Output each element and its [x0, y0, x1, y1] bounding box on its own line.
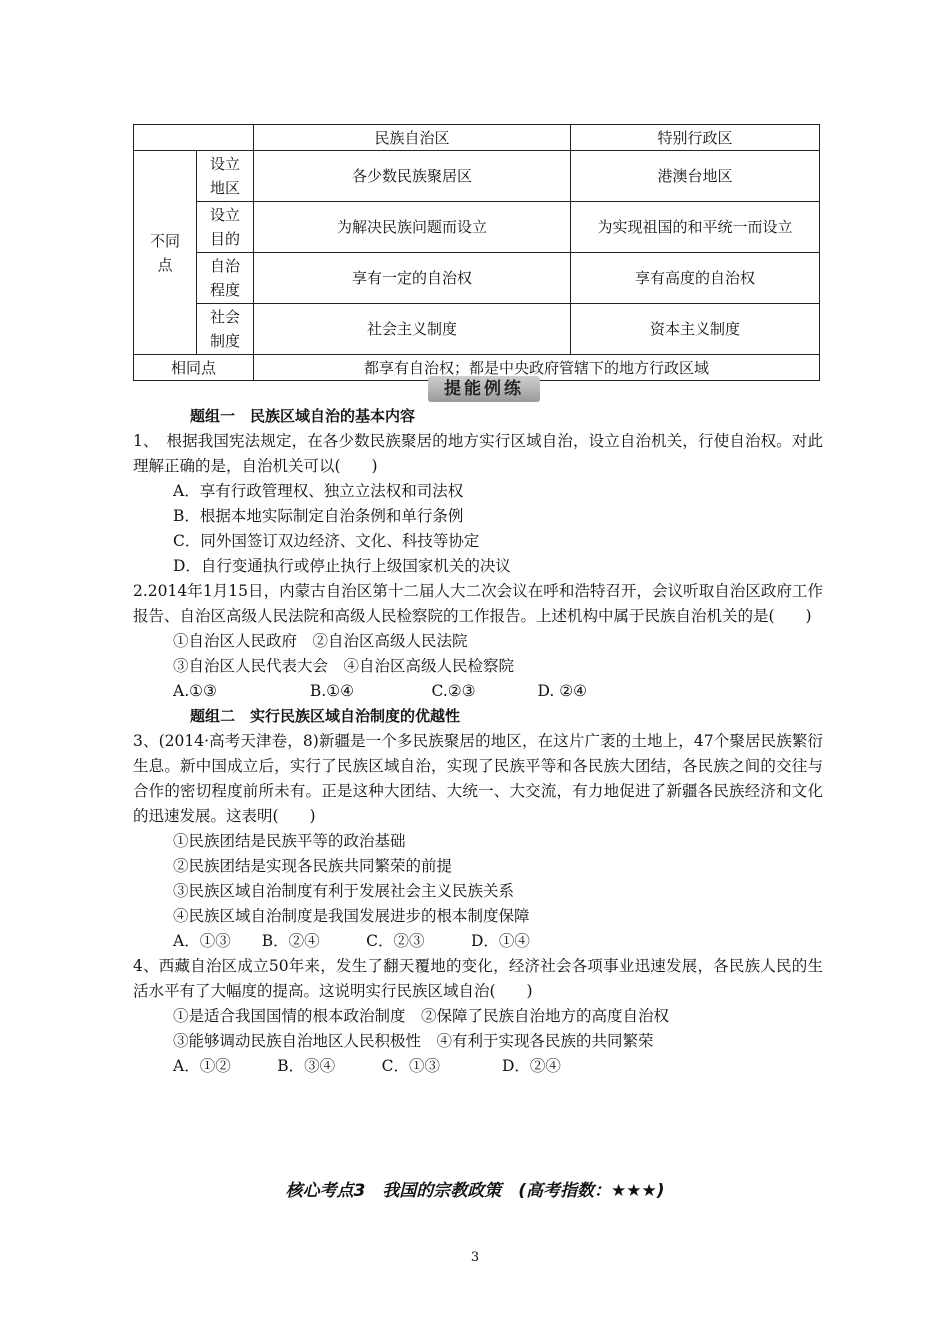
question-3-item: ①民族团结是民族平等的政治基础: [173, 832, 406, 850]
row-label: 设立目的: [197, 202, 254, 253]
option-b: B．根据本地实际制定自治条例和单行条例: [173, 507, 464, 525]
table-row: [134, 202, 820, 253]
option-d: D．自行变通执行或停止执行上级国家机关的决议: [173, 557, 511, 575]
table-row: [134, 151, 820, 202]
section-title: 核心考点3 我国的宗教政策 (高考指数：★★★): [285, 1181, 665, 1201]
question-3-item: ③民族区域自治制度有利于发展社会主义民族关系: [173, 882, 515, 900]
table-row: [134, 304, 820, 355]
option-c: C．同外国签订双边经济、文化、科技等协定: [173, 532, 480, 550]
table-header-corner: [134, 125, 254, 151]
table-header-autonomous: 民族自治区: [254, 125, 571, 151]
cell-autonomous: 社会主义制度: [254, 304, 571, 355]
cell-sar: 资本主义制度: [571, 304, 820, 355]
cell-sar: 港澳台地区: [571, 151, 820, 202]
question-2-item: ①自治区人民政府 ②自治区高级人民法院: [173, 632, 468, 650]
question-1: 1、 根据我国宪法规定，在各少数民族聚居的地方实行区域自治，设立自治机关，行使自治权。对此理解正确的是，自治机关可以( ): [133, 432, 823, 475]
option-a: A．享有行政管理权、独立立法权和司法权: [173, 482, 464, 500]
cell-autonomous: 各少数民族聚居区: [254, 151, 571, 202]
question-3-item: ②民族团结是实现各民族共同繁荣的前提: [173, 857, 453, 875]
exercise-content: [133, 404, 823, 1079]
page-number: 3: [470, 1250, 480, 1265]
comparison-table: [133, 124, 820, 381]
cell-sar: 享有高度的自治权: [571, 253, 820, 304]
question-3-item: ④民族区域自治制度是我国发展进步的根本制度保障: [173, 907, 530, 925]
group-heading-2: 题组二 实行民族区域自治制度的优越性: [190, 707, 461, 725]
question-2-item: ③自治区人民代表大会 ④自治区高级人民检察院: [173, 657, 515, 675]
table-header-row: [134, 125, 820, 151]
table-header-sar: 特别行政区: [571, 125, 820, 151]
question-2: 2.2014年1月15日，内蒙古自治区第十二届人大二次会议在呼和浩特召开，会议听取自治区政府工作报告、自治区高级人民法院和高级人民检察院的工作报告。上述机构中属于民族自治机关的是( ): [133, 582, 823, 625]
table-row: [134, 253, 820, 304]
diff-label: 不同点: [134, 151, 197, 355]
question-4-item: ①是适合我国国情的根本政治制度 ②保障了民族自治地方的高度自治权: [173, 1007, 670, 1025]
row-label: 社会制度: [197, 304, 254, 355]
group-heading-1: 题组一 民族区域自治的基本内容: [190, 407, 416, 425]
question-3: 3、(2014·高考天津卷，8)新疆是一个多民族聚居的地区，在这片广袤的土地上，47个聚居民族繁衍生息。新中国成立后，实行了民族区域自治，实现了民族平等和各民族大团结，各民族之间的交往与合作的密切程度前所未有。正是这种大团结、大统一、大交流，有力地促进了新疆各民族经济和文化的迅速发展。这表明( ): [133, 732, 823, 825]
question-4-item: ③能够调动民族自治地区人民积极性 ④有利于实现各民族的共同繁荣: [173, 1032, 654, 1050]
question-3-answers: A．①③ B．②④ C．②③ D．①④: [173, 932, 530, 950]
question-4-answers: A．①② B．③④ C．①③ D．②④: [173, 1057, 561, 1075]
practice-banner: 提能例练: [428, 376, 540, 402]
same-label: 相同点: [134, 355, 254, 381]
row-label: 自治程度: [197, 253, 254, 304]
cell-autonomous: 为解决民族问题而设立: [254, 202, 571, 253]
cell-sar: 为实现祖国的和平统一而设立: [571, 202, 820, 253]
cell-autonomous: 享有一定的自治权: [254, 253, 571, 304]
question-2-answers: A.①③ B.①④ C.②③ D. ②④: [173, 682, 588, 700]
row-label: 设立地区: [197, 151, 254, 202]
same-text: 都享有自治权；都是中央政府管辖下的地方行政区域: [254, 355, 820, 381]
question-4: 4、西藏自治区成立50年来，发生了翻天覆地的变化，经济社会各项事业迅速发展，各民族人民的生活水平有了大幅度的提高。这说明实行民族区域自治( ): [133, 957, 823, 1000]
